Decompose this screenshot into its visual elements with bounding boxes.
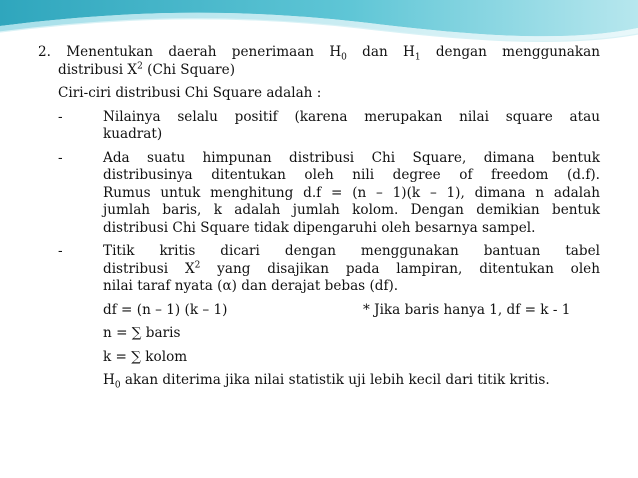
k-formula: k = ∑ kolom bbox=[103, 348, 188, 365]
bullet-dash: - bbox=[58, 243, 63, 259]
bullet-line: Titik kritis dicari dengan menggunakan bantuan tabel bbox=[103, 243, 600, 259]
bullet-dash: - bbox=[58, 108, 63, 125]
bullet-item bbox=[38, 243, 600, 296]
df-formula-row bbox=[103, 302, 600, 320]
df-formula: df = (n – 1) (k – 1) bbox=[103, 301, 228, 318]
bullet-line: distribusinya ditentukan oleh nili degree of freedom (d.f). bbox=[103, 167, 600, 183]
bullet-item bbox=[38, 150, 600, 238]
section-heading-line1: 2. Menentukan daerah penerimaan $H_0$ dan $H_1$ dengan menggunakan bbox=[38, 44, 600, 63]
bullet-line: Rumus untuk menghitung d.f = (n – 1)(k – 1), dimana n adalah bbox=[103, 184, 600, 201]
bullet-line: Nilainya selalu positif (karena merupakan nilai square atau bbox=[103, 108, 600, 125]
formula-block bbox=[38, 302, 600, 390]
section-heading-line2: distribusi $X^2$ (Chi Square) bbox=[58, 60, 236, 78]
bullet-item bbox=[38, 109, 600, 144]
bullet-line: Ada suatu himpunan distribusi Chi Square, dimana bentuk bbox=[103, 149, 600, 166]
slide-content bbox=[38, 44, 600, 390]
h0-decision-rule: $H_0$ akan diterima jika nilai statistik uji lebih kecil dari titik kritis. bbox=[103, 372, 550, 391]
bullet-line: distribusi Chi Square tidak dipengaruhi oleh besarnya sampel. bbox=[103, 219, 536, 236]
bullet-line: jumlah baris, k adalah jumlah kolom. Dengan demikian bentuk bbox=[103, 202, 600, 218]
n-formula: n = ∑ baris bbox=[103, 325, 181, 341]
bullet-line: kuadrat) bbox=[103, 126, 163, 142]
intro-text: Ciri-ciri distribusi Chi Square adalah : bbox=[58, 85, 322, 101]
header-wave-banner bbox=[0, 0, 638, 48]
df-note: * Jika baris hanya 1, df = k - 1 bbox=[363, 301, 571, 318]
bullet-line: distribusi $X^2$ yang disajikan pada lampiran, ditentukan oleh bbox=[103, 259, 600, 277]
bullet-dash: - bbox=[58, 149, 63, 166]
bullet-line: nilai taraf nyata (α) dan derajat bebas (df). bbox=[103, 278, 399, 294]
